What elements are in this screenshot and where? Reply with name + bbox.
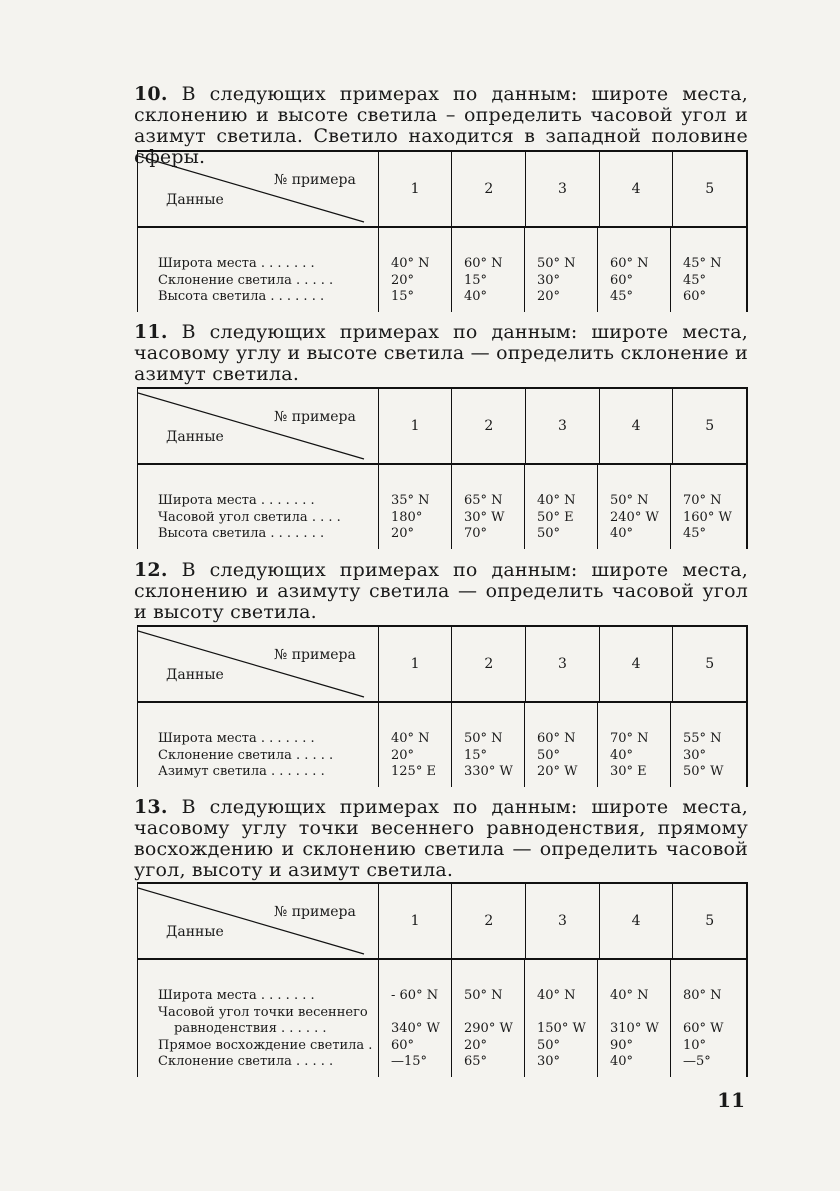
row-label: Часовой угол светила . . . . <box>158 509 341 525</box>
row-label: Высота светила . . . . . . . <box>158 289 325 304</box>
value-column <box>452 228 525 312</box>
header-corner-cell <box>138 152 379 226</box>
row-labels <box>138 703 379 787</box>
value-column <box>525 228 598 312</box>
table-cell: 90° <box>610 1037 634 1053</box>
table-cell: 40° N <box>391 731 430 746</box>
table-cell: - 60° N <box>391 988 439 1003</box>
row-label: Склонение светила . . . . . <box>158 747 334 763</box>
problem-12-number: 12. <box>134 559 168 581</box>
table-cell: 60° N <box>610 256 649 271</box>
table-cell: 50° N <box>537 256 576 271</box>
table-cell: 45° N <box>683 256 722 271</box>
table-cell: 15° <box>391 289 415 304</box>
row-labels <box>138 228 379 312</box>
table-header <box>138 389 746 465</box>
table-13 <box>137 882 748 1077</box>
table-cell: 65° N <box>464 493 503 508</box>
table-cell: 20° <box>391 272 415 288</box>
header-corner-cell <box>138 627 379 701</box>
value-column <box>525 960 598 1077</box>
value-column <box>379 228 452 312</box>
table-cell: 240° W <box>610 509 659 525</box>
row-labels <box>138 960 379 1077</box>
table-cell: 45° <box>683 272 707 288</box>
value-column <box>379 703 452 787</box>
value-column <box>671 465 744 549</box>
row-label: Широта места . . . . . . . <box>158 493 315 508</box>
table-cell: 15° <box>464 747 488 763</box>
table-cell: 340° W <box>391 1021 440 1036</box>
table-cell: 40° <box>610 747 634 763</box>
table-cell: 60° <box>683 289 707 304</box>
table-cell: 20° <box>391 526 415 541</box>
column-header: 2 <box>452 884 526 958</box>
table-cell: —5° <box>683 1054 711 1069</box>
column-header: 3 <box>526 389 600 463</box>
row-label: Широта места . . . . . . . <box>158 256 315 271</box>
table-cell: 70° N <box>610 731 649 746</box>
value-column <box>598 703 671 787</box>
table-cell: 30° <box>537 1054 561 1069</box>
problem-12-text: 12. В следующих примерах по данным: широте места, склонению и азимуту светила — определить часовой угол и высоту светила. <box>134 559 748 623</box>
table-cell: 40° N <box>537 493 576 508</box>
value-column <box>598 465 671 549</box>
row-label: Высота светила . . . . . . . <box>158 526 325 541</box>
row-label: Склонение светила . . . . . <box>158 272 334 288</box>
column-header: 5 <box>705 181 715 197</box>
problem-13 <box>134 797 748 881</box>
table-cell: 35° N <box>391 493 430 508</box>
problem-13-text: 13. В следующих примерах по данным: широте места, часовому углу точки весеннего равноденствия, прямому восхождению и склонению светила — определить часовой угол, высоту и азимут светила. <box>134 796 748 881</box>
table-cell: 60° <box>391 1037 415 1053</box>
table-body <box>138 465 746 549</box>
column-header: 4 <box>600 389 674 463</box>
table-cell: 70° N <box>683 493 722 508</box>
row-labels <box>138 465 379 549</box>
table-cell: 65° <box>464 1054 488 1069</box>
row-label: Широта места . . . . . . . <box>158 988 315 1003</box>
table-cell: 50° N <box>610 493 649 508</box>
header-example-number-label: № примера <box>274 904 356 920</box>
header-corner-cell <box>138 389 379 463</box>
table-header <box>138 152 746 228</box>
table-cell: 45° <box>610 289 634 304</box>
column-header: 5 <box>705 913 715 929</box>
page-number: 11 <box>717 1088 745 1112</box>
table-cell: 60° <box>610 272 634 288</box>
header-corner-cell <box>138 884 379 958</box>
table-cell: 60° W <box>683 1021 724 1036</box>
table-cell: 20° <box>391 747 415 763</box>
header-data-label: Данные <box>166 924 224 940</box>
row-label: Часовой угол точки весеннего <box>158 1004 368 1020</box>
column-header: 1 <box>379 627 453 701</box>
value-column <box>671 703 744 787</box>
value-column <box>379 960 452 1077</box>
row-label: Прямое восхождение светила . <box>158 1037 373 1053</box>
table-cell: 20° <box>537 289 561 304</box>
column-header: 4 <box>600 884 674 958</box>
table-cell: 50° E <box>537 509 574 525</box>
table-cell: 15° <box>464 272 488 288</box>
table-header <box>138 884 746 960</box>
header-example-number-label: № примера <box>274 647 356 663</box>
header-example-number-label: № примера <box>274 409 356 425</box>
table-cell: 40° N <box>610 988 649 1003</box>
table-cell: 20° <box>464 1037 488 1053</box>
value-column <box>525 465 598 549</box>
column-header: 5 <box>705 418 715 434</box>
table-cell: 80° N <box>683 988 722 1003</box>
problem-10-number: 10. <box>134 83 168 105</box>
column-header: 2 <box>452 627 526 701</box>
table-10 <box>137 150 748 312</box>
table-body <box>138 703 746 787</box>
column-header: 2 <box>452 389 526 463</box>
value-column <box>452 703 525 787</box>
table-cell: 45° <box>683 526 707 541</box>
table-cell: 10° <box>683 1037 707 1053</box>
problem-12 <box>134 560 748 623</box>
table-cell: 150° W <box>537 1021 586 1036</box>
table-cell: 180° <box>391 509 423 525</box>
column-header: 3 <box>526 152 600 226</box>
table-cell: 310° W <box>610 1021 659 1036</box>
table-cell: 50° N <box>464 988 503 1003</box>
row-label: Широта места . . . . . . . <box>158 731 315 746</box>
value-column <box>671 228 744 312</box>
problem-11 <box>134 322 748 385</box>
column-header: 3 <box>526 627 600 701</box>
table-cell: 40° N <box>391 256 430 271</box>
value-column <box>598 960 671 1077</box>
table-cell: 50° W <box>683 764 724 779</box>
row-label: Склонение светила . . . . . <box>158 1054 334 1069</box>
column-header: 1 <box>379 389 453 463</box>
header-data-label: Данные <box>166 429 224 445</box>
table-cell: 30° E <box>610 764 647 779</box>
table-cell: 30° <box>537 272 561 288</box>
table-cell: 290° W <box>464 1021 513 1036</box>
table-cell: 30° <box>683 747 707 763</box>
table-cell: 40° N <box>537 988 576 1003</box>
problem-10-text: 10. В следующих примерах по данным: широте места, склонению и высоте светила – определить часовой угол и азимут светила. Светило находится в западной половине сферы. <box>134 83 748 168</box>
table-body <box>138 228 746 312</box>
table-header <box>138 627 746 703</box>
table-cell: 20° W <box>537 764 578 779</box>
table-cell: 330° W <box>464 764 513 779</box>
value-column <box>525 703 598 787</box>
header-example-number-label: № примера <box>274 172 356 188</box>
column-header: 1 <box>379 884 453 958</box>
value-column <box>379 465 452 549</box>
table-cell: 160° W <box>683 509 732 525</box>
table-12 <box>137 625 748 787</box>
table-cell: 50° <box>537 1037 561 1053</box>
table-cell: 50° N <box>464 731 503 746</box>
value-column <box>598 228 671 312</box>
column-header: 3 <box>526 884 600 958</box>
row-label: равноденствия . . . . . . <box>174 1021 327 1036</box>
value-column <box>671 960 744 1077</box>
table-cell: 55° N <box>683 731 722 746</box>
table-cell: 70° <box>464 526 488 541</box>
column-header: 5 <box>705 656 715 672</box>
column-header: 4 <box>600 627 674 701</box>
header-data-label: Данные <box>166 192 224 208</box>
table-cell: 50° <box>537 747 561 763</box>
problem-13-number: 13. <box>134 796 168 818</box>
header-data-label: Данные <box>166 667 224 683</box>
table-cell: 40° <box>464 289 488 304</box>
table-cell: 60° N <box>537 731 576 746</box>
table-cell: —15° <box>391 1054 428 1069</box>
column-header: 1 <box>379 152 453 226</box>
row-label: Азимут светила . . . . . . . <box>158 764 325 779</box>
column-header: 2 <box>452 152 526 226</box>
table-body <box>138 960 746 1077</box>
value-column <box>452 960 525 1077</box>
table-11 <box>137 387 748 549</box>
table-cell: 30° W <box>464 509 505 525</box>
problem-11-text: 11. В следующих примерах по данным: широте места, часовому углу и высоте светила — определить склонение и азимут светила. <box>134 321 748 385</box>
table-cell: 125° E <box>391 764 436 779</box>
table-cell: 40° <box>610 526 634 541</box>
table-cell: 60° N <box>464 256 503 271</box>
table-cell: 40° <box>610 1054 634 1069</box>
problem-11-number: 11. <box>134 321 168 343</box>
value-column <box>452 465 525 549</box>
table-cell: 50° <box>537 526 561 541</box>
column-header: 4 <box>600 152 674 226</box>
